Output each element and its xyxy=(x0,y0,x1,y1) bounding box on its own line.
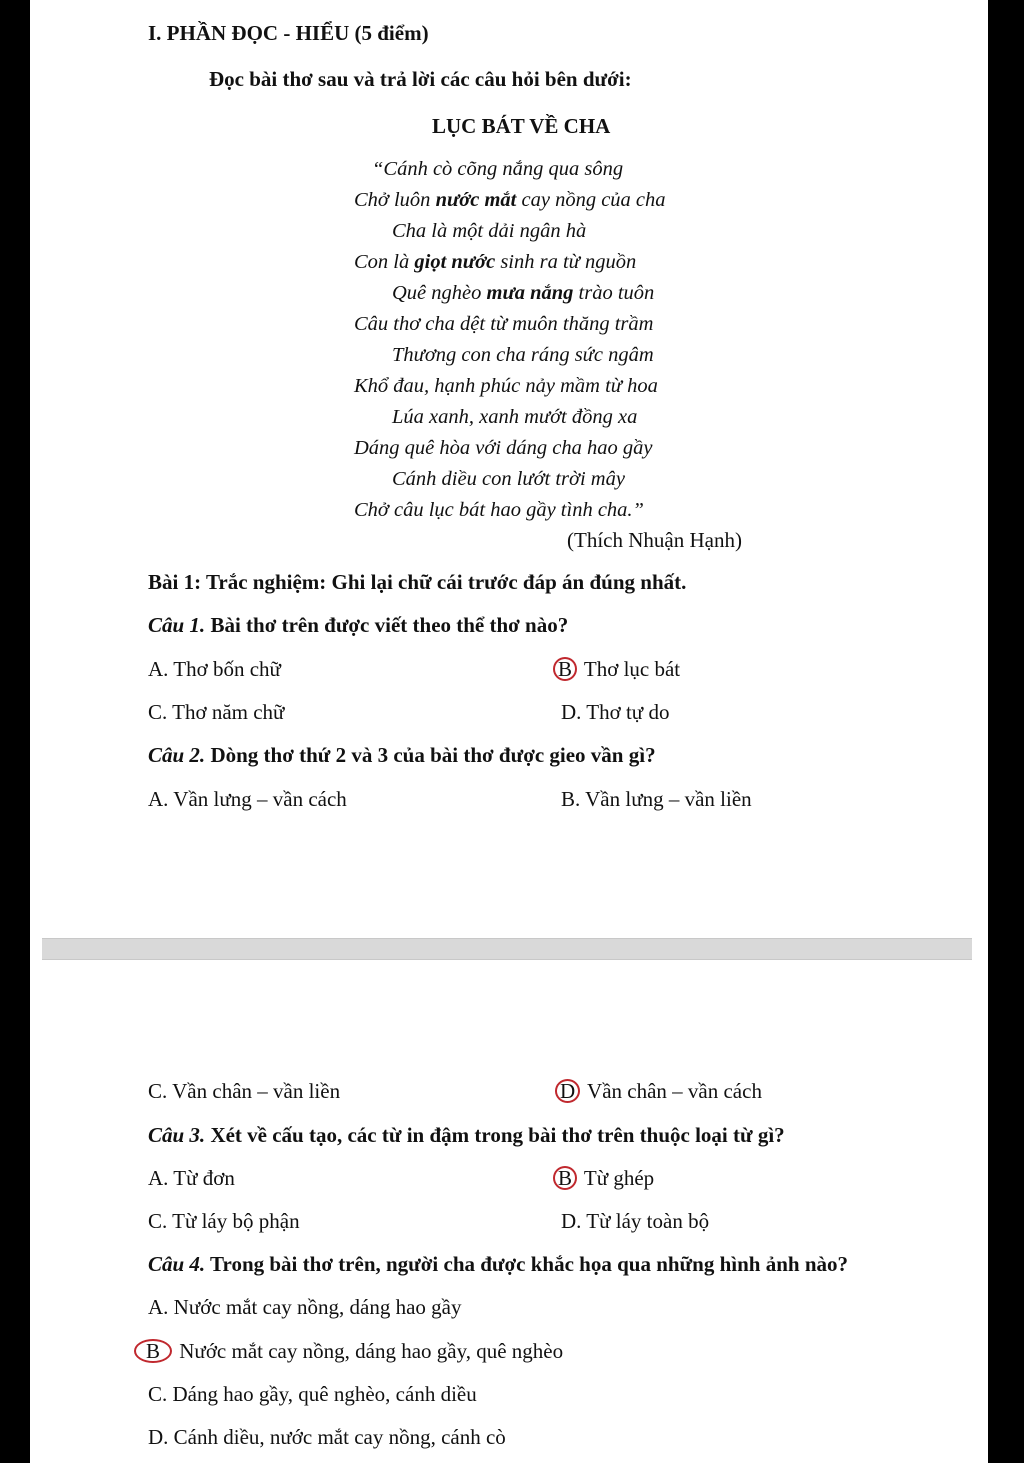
q1-option-c: C. Thơ năm chữ xyxy=(148,700,285,724)
exercise-title: Bài 1: Trắc nghiệm: Ghi lại chữ cái trước đáp án đúng nhất. xyxy=(148,570,687,594)
q1-option-b: B Thơ lục bát xyxy=(553,656,680,682)
q3-option-a: A. Từ đơn xyxy=(148,1166,235,1190)
poem-title: LỤC BÁT VỀ CHA xyxy=(432,114,611,138)
q2-option-a: A. Vần lưng – vần cách xyxy=(148,787,347,811)
q3-option-c: C. Từ láy bộ phận xyxy=(148,1209,300,1233)
question-3: Câu 3. Xét về cấu tạo, các từ in đậm trong bài thơ trên thuộc loại từ gì? xyxy=(148,1123,785,1147)
instruction-text: Đọc bài thơ sau và trả lời các câu hỏi bên dưới: xyxy=(209,67,632,91)
q4-option-c: C. Dáng hao gầy, quê nghèo, cánh diều xyxy=(148,1382,477,1406)
q2-option-d: D Vần chân – vần cách xyxy=(555,1078,762,1104)
q1-option-d: D. Thơ tự do xyxy=(561,700,670,724)
answer-circle-mark: B xyxy=(134,1339,172,1363)
q4-option-a: A. Nước mắt cay nồng, dáng hao gầy xyxy=(148,1295,462,1319)
poem-line: Chở câu lục bát hao gầy tình cha.” xyxy=(354,499,644,521)
poem-line: Dáng quê hòa với dáng cha hao gầy xyxy=(354,437,653,459)
page-break-divider xyxy=(42,938,972,960)
poem-line: Con là giọt nước sinh ra từ nguồn xyxy=(354,251,637,273)
poem-line: Khổ đau, hạnh phúc nảy mầm từ hoa xyxy=(354,375,658,397)
question-2: Câu 2. Dòng thơ thứ 2 và 3 của bài thơ được gieo vần gì? xyxy=(148,743,656,767)
q4-option-b: B Nước mắt cay nồng, dáng hao gầy, quê nghèo xyxy=(134,1338,563,1364)
poem-line: Cánh diều con lướt trời mây xyxy=(392,468,625,490)
answer-circle-mark: B xyxy=(553,657,577,681)
question-4: Câu 4. Trong bài thơ trên, người cha được khắc họa qua những hình ảnh nào? xyxy=(148,1252,848,1276)
poem-author: (Thích Nhuận Hạnh) xyxy=(567,528,742,552)
poem-line: Câu thơ cha dệt từ muôn thăng trầm xyxy=(354,313,654,335)
q3-option-b: B Từ ghép xyxy=(553,1165,654,1191)
q2-option-c: C. Vần chân – vần liền xyxy=(148,1079,341,1103)
q2-option-b: B. Vần lưng – vần liền xyxy=(561,787,752,811)
poem-bold-word: giọt nước xyxy=(414,251,496,273)
q4-option-d: D. Cánh diều, nước mắt cay nồng, cánh cò xyxy=(148,1425,506,1449)
answer-circle-mark: B xyxy=(553,1166,577,1190)
poem-line: Lúa xanh, xanh mướt đồng xa xyxy=(392,406,638,428)
poem-bold-word: mưa nắng xyxy=(486,282,574,304)
poem-line: Thương con cha ráng sức ngâm xyxy=(392,344,654,366)
poem-line: “Cánh cò cõng nắng qua sông xyxy=(372,158,624,180)
poem-line: Quê nghèo mưa nắng trào tuôn xyxy=(392,282,655,304)
section-title: I. PHẦN ĐỌC - HIỂU (5 điểm) xyxy=(148,21,429,45)
q3-option-d: D. Từ láy toàn bộ xyxy=(561,1209,710,1233)
poem-line: Chở luôn nước mắt cay nồng của cha xyxy=(354,189,666,211)
poem-line: Cha là một dải ngân hà xyxy=(392,220,587,242)
answer-circle-mark: D xyxy=(555,1079,580,1103)
poem-bold-word: nước mắt xyxy=(435,189,517,211)
q1-option-a: A. Thơ bốn chữ xyxy=(148,657,281,681)
question-1: Câu 1. Bài thơ trên được viết theo thể thơ nào? xyxy=(148,613,569,637)
